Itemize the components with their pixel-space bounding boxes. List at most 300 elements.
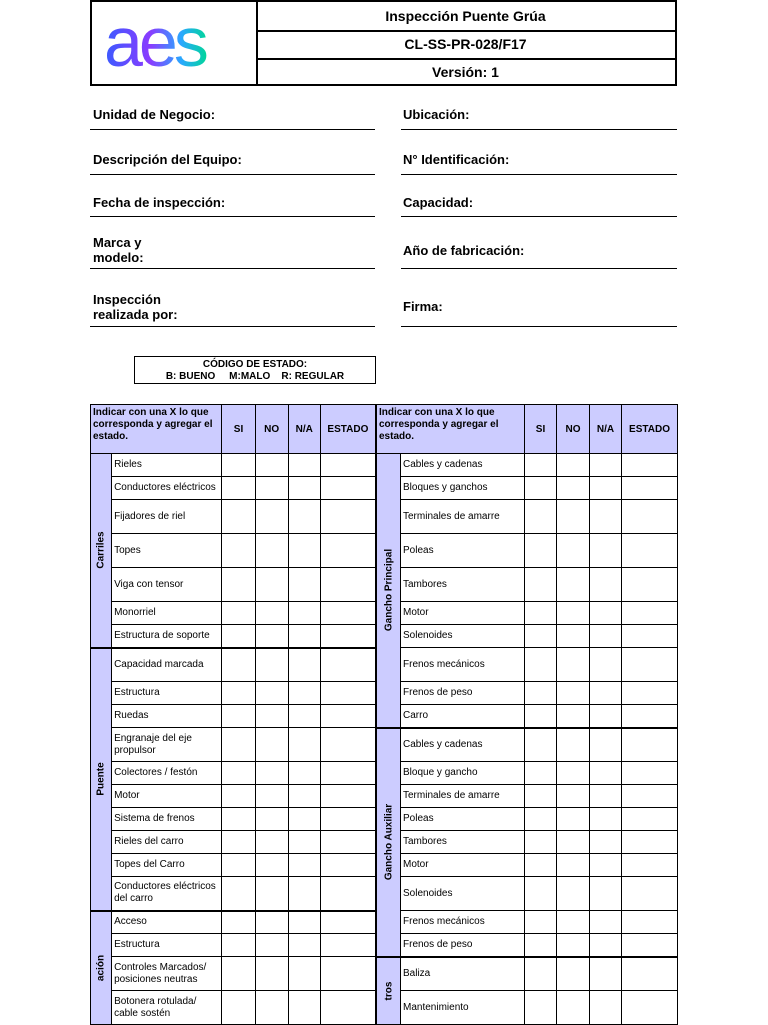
table-row — [377, 534, 678, 568]
estado-cell[interactable] — [622, 705, 678, 728]
na-cell[interactable] — [288, 877, 320, 911]
no-cell[interactable] — [557, 934, 590, 957]
si-cell[interactable] — [222, 477, 255, 500]
na-cell[interactable] — [288, 808, 320, 831]
table-row — [377, 831, 678, 854]
ubicacion-line[interactable] — [401, 129, 677, 130]
na-cell[interactable] — [590, 648, 622, 682]
fecha-line[interactable] — [90, 216, 375, 217]
instr-header: Indicar con una X lo que corresponda y agregar el estado. — [377, 405, 525, 454]
si-cell[interactable] — [222, 831, 255, 854]
si-cell[interactable] — [525, 934, 557, 957]
estado-cell[interactable] — [622, 534, 678, 568]
no-cell[interactable] — [255, 477, 288, 500]
col-na: N/A — [590, 405, 622, 454]
category-cell — [91, 911, 112, 1025]
na-cell[interactable] — [288, 957, 320, 991]
table-row — [91, 477, 376, 500]
no-cell[interactable] — [255, 762, 288, 785]
item-label: Baliza — [401, 957, 525, 991]
na-cell[interactable] — [288, 831, 320, 854]
na-cell[interactable] — [288, 934, 320, 957]
table-row — [377, 705, 678, 728]
item-label: Estructura — [112, 934, 222, 957]
table-row — [91, 762, 376, 785]
na-cell[interactable] — [590, 831, 622, 854]
si-cell[interactable] — [222, 602, 255, 625]
si-cell[interactable] — [525, 568, 557, 602]
ubicacion-label: Ubicación: — [403, 107, 470, 122]
si-cell[interactable] — [525, 625, 557, 648]
si-cell[interactable] — [222, 682, 255, 705]
no-cell[interactable] — [255, 854, 288, 877]
na-cell[interactable] — [590, 705, 622, 728]
no-cell[interactable] — [557, 854, 590, 877]
estado-cell[interactable] — [622, 568, 678, 602]
item-label: Colectores / festón — [112, 762, 222, 785]
no-cell[interactable] — [557, 682, 590, 705]
na-cell[interactable] — [590, 762, 622, 785]
na-cell[interactable] — [590, 854, 622, 877]
si-cell[interactable] — [222, 877, 255, 911]
category-cell — [377, 728, 401, 957]
na-cell[interactable] — [288, 568, 320, 602]
marca-line1: Marca y — [93, 235, 142, 250]
table-row — [377, 602, 678, 625]
item-label: Frenos mecánicos — [401, 911, 525, 934]
item-label: Controles Marcados/ posiciones neutras — [112, 957, 222, 991]
estado-cell[interactable] — [320, 877, 375, 911]
item-label: Topes — [112, 534, 222, 568]
no-cell[interactable] — [255, 648, 288, 682]
si-cell[interactable] — [525, 454, 557, 477]
estado-cell[interactable] — [622, 602, 678, 625]
si-cell[interactable] — [222, 785, 255, 808]
descripcion-line[interactable] — [90, 174, 375, 175]
estado-cell[interactable] — [320, 500, 375, 534]
si-cell[interactable] — [222, 991, 255, 1025]
na-cell[interactable] — [590, 785, 622, 808]
si-cell[interactable] — [222, 454, 255, 477]
item-label: Cables y cadenas — [401, 728, 525, 762]
no-cell[interactable] — [557, 705, 590, 728]
estado-cell[interactable] — [622, 877, 678, 911]
document-header — [90, 0, 677, 86]
si-cell[interactable] — [222, 854, 255, 877]
na-cell[interactable] — [590, 911, 622, 934]
form-title: Inspección Puente Grúa — [256, 2, 675, 32]
marca-line2: modelo: — [93, 250, 144, 265]
item-label: Frenos de peso — [401, 934, 525, 957]
na-cell[interactable] — [590, 957, 622, 991]
marca-line[interactable] — [90, 268, 375, 269]
item-label: Terminales de amarre — [401, 500, 525, 534]
na-cell[interactable] — [288, 477, 320, 500]
category-cell — [91, 648, 112, 911]
codigo-title: CÓDIGO DE ESTADO: — [202, 359, 308, 370]
table-row — [377, 682, 678, 705]
table-row — [377, 728, 678, 762]
unidad-negocio-line[interactable] — [90, 129, 375, 130]
si-cell[interactable] — [525, 534, 557, 568]
category-label: Puente — [95, 762, 107, 796]
na-cell[interactable] — [288, 705, 320, 728]
item-label: Estructura de soporte — [112, 625, 222, 648]
item-label: Fijadores de riel — [112, 500, 222, 534]
na-cell[interactable] — [288, 602, 320, 625]
item-label: Poleas — [401, 808, 525, 831]
table-row — [91, 728, 376, 762]
svg-text:aes: aes — [104, 12, 205, 74]
estado-cell[interactable] — [622, 911, 678, 934]
item-label: Topes del Carro — [112, 854, 222, 877]
codigo-values: B: BUENO M:MALO R: REGULAR — [165, 371, 345, 382]
col-si: SI — [222, 405, 255, 454]
no-cell[interactable] — [557, 625, 590, 648]
estado-cell[interactable] — [320, 831, 375, 854]
no-cell[interactable] — [557, 991, 590, 1025]
item-label: Estructura — [112, 682, 222, 705]
estado-cell[interactable] — [320, 785, 375, 808]
capacidad-line[interactable] — [401, 216, 677, 217]
estado-cell[interactable] — [320, 454, 375, 477]
no-cell[interactable] — [557, 648, 590, 682]
form-version: Versión: 1 — [432, 64, 499, 80]
no-cell[interactable] — [255, 728, 288, 762]
no-cell[interactable] — [255, 831, 288, 854]
table-row — [377, 911, 678, 934]
form-code: CL-SS-PR-028/F17 — [256, 30, 675, 60]
estado-cell[interactable] — [320, 854, 375, 877]
no-cell[interactable] — [255, 957, 288, 991]
item-label: Bloque y gancho — [401, 762, 525, 785]
si-cell[interactable] — [222, 500, 255, 534]
si-cell[interactable] — [525, 854, 557, 877]
table-row — [377, 957, 678, 991]
no-cell[interactable] — [255, 877, 288, 911]
na-cell[interactable] — [288, 728, 320, 762]
table-row — [91, 808, 376, 831]
estado-cell[interactable] — [320, 568, 375, 602]
table-row — [91, 854, 376, 877]
col-si: SI — [525, 405, 557, 454]
table-row — [91, 934, 376, 957]
instr-header: Indicar con una X lo que corresponda y agregar el estado. — [91, 405, 222, 454]
item-label: Engranaje del eje propulsor — [112, 728, 222, 762]
no-cell[interactable] — [557, 785, 590, 808]
inspeccion-label — [93, 292, 178, 322]
table-row — [377, 500, 678, 534]
no-cell[interactable] — [255, 682, 288, 705]
item-label: Motor — [401, 854, 525, 877]
table-row — [377, 477, 678, 500]
no-cell[interactable] — [255, 991, 288, 1025]
no-cell[interactable] — [557, 957, 590, 991]
table-row — [91, 454, 376, 477]
firma-line[interactable] — [401, 326, 677, 327]
si-cell[interactable] — [525, 728, 557, 762]
estado-cell[interactable] — [320, 625, 375, 648]
capacidad-label: Capacidad: — [403, 195, 474, 210]
table-row — [377, 808, 678, 831]
estado-cell[interactable] — [622, 831, 678, 854]
aes-logo — [92, 2, 258, 84]
si-cell[interactable] — [525, 705, 557, 728]
si-cell[interactable] — [525, 808, 557, 831]
estado-cell[interactable] — [622, 762, 678, 785]
item-label: Conductores eléctricos — [112, 477, 222, 500]
estado-cell[interactable] — [622, 728, 678, 762]
no-cell[interactable] — [255, 934, 288, 957]
na-cell[interactable] — [590, 500, 622, 534]
table-row — [91, 648, 376, 682]
estado-cell[interactable] — [622, 454, 678, 477]
no-cell[interactable] — [255, 625, 288, 648]
si-cell[interactable] — [222, 808, 255, 831]
table-row — [377, 934, 678, 957]
col-estado: ESTADO — [622, 405, 678, 454]
table-row — [91, 877, 376, 911]
item-label: Mantenimiento — [401, 991, 525, 1025]
item-label: Tambores — [401, 568, 525, 602]
table-row — [91, 911, 376, 934]
no-cell[interactable] — [557, 728, 590, 762]
na-cell[interactable] — [590, 625, 622, 648]
na-cell[interactable] — [288, 534, 320, 568]
na-cell[interactable] — [288, 500, 320, 534]
category-label: Gancho Auxiliar — [383, 803, 394, 881]
estado-cell[interactable] — [320, 534, 375, 568]
si-cell[interactable] — [525, 831, 557, 854]
si-cell[interactable] — [222, 762, 255, 785]
estado-cell[interactable] — [622, 648, 678, 682]
no-cell[interactable] — [557, 454, 590, 477]
si-cell[interactable] — [525, 500, 557, 534]
estado-cell[interactable] — [622, 808, 678, 831]
no-cell[interactable] — [255, 785, 288, 808]
na-cell[interactable] — [590, 534, 622, 568]
item-label: Botonera rotulada/ cable sostén — [112, 991, 222, 1025]
table-row — [91, 625, 376, 648]
item-label: Carro — [401, 705, 525, 728]
item-label: Motor — [401, 602, 525, 625]
table-row — [91, 682, 376, 705]
estado-cell[interactable] — [320, 648, 375, 682]
category-label: ación — [95, 954, 107, 981]
na-cell[interactable] — [590, 877, 622, 911]
estado-cell[interactable] — [622, 785, 678, 808]
no-cell[interactable] — [255, 500, 288, 534]
si-cell[interactable] — [525, 682, 557, 705]
fecha-label: Fecha de inspección: — [93, 195, 226, 210]
item-label: Cables y cadenas — [401, 454, 525, 477]
no-cell[interactable] — [557, 831, 590, 854]
si-cell[interactable] — [222, 911, 255, 934]
identificacion-line[interactable] — [401, 174, 677, 175]
si-cell[interactable] — [525, 991, 557, 1025]
table-row — [91, 568, 376, 602]
item-label: Conductores eléctricos del carro — [112, 877, 222, 911]
na-cell[interactable] — [590, 477, 622, 500]
table-row — [377, 568, 678, 602]
item-label: Viga con tensor — [112, 568, 222, 602]
si-cell[interactable] — [525, 602, 557, 625]
anio-line[interactable] — [401, 268, 677, 269]
estado-cell[interactable] — [622, 957, 678, 991]
item-label: Solenoides — [401, 625, 525, 648]
anio-label: Año de fabricación: — [403, 243, 525, 258]
estado-cell[interactable] — [622, 934, 678, 957]
no-cell[interactable] — [557, 477, 590, 500]
item-label: Sistema de frenos — [112, 808, 222, 831]
inspeccion-line[interactable] — [90, 326, 375, 327]
estado-cell[interactable] — [320, 477, 375, 500]
estado-cell[interactable] — [622, 625, 678, 648]
item-label: Capacidad marcada — [112, 648, 222, 682]
col-no: NO — [557, 405, 590, 454]
category-cell — [91, 454, 112, 648]
si-cell[interactable] — [222, 728, 255, 762]
insp-line2: realizada por: — [93, 307, 178, 322]
na-cell[interactable] — [590, 602, 622, 625]
na-cell[interactable] — [590, 682, 622, 705]
item-label: Acceso — [112, 911, 222, 934]
category-label: tros — [383, 981, 394, 1001]
na-cell[interactable] — [590, 934, 622, 957]
item-label: Bloques y ganchos — [401, 477, 525, 500]
estado-cell[interactable] — [622, 854, 678, 877]
si-cell[interactable] — [525, 877, 557, 911]
estado-cell[interactable] — [320, 682, 375, 705]
marca-modelo-label — [93, 235, 144, 265]
identificacion-label: N° Identificación: — [403, 152, 510, 167]
estado-cell[interactable] — [622, 682, 678, 705]
no-cell[interactable] — [557, 568, 590, 602]
table-row — [377, 877, 678, 911]
na-cell[interactable] — [288, 991, 320, 1025]
table-row — [377, 785, 678, 808]
item-label: Tambores — [401, 831, 525, 854]
estado-cell[interactable] — [320, 762, 375, 785]
estado-cell[interactable] — [320, 934, 375, 957]
category-label: Carriles — [95, 531, 107, 569]
checklist-table-right — [376, 404, 678, 1025]
col-estado: ESTADO — [320, 405, 375, 454]
no-cell[interactable] — [557, 911, 590, 934]
na-cell[interactable] — [288, 911, 320, 934]
no-cell[interactable] — [557, 877, 590, 911]
no-cell[interactable] — [255, 911, 288, 934]
item-label: Frenos de peso — [401, 682, 525, 705]
estado-cell[interactable] — [320, 991, 375, 1025]
no-cell[interactable] — [255, 534, 288, 568]
si-cell[interactable] — [222, 568, 255, 602]
na-cell[interactable] — [288, 648, 320, 682]
na-cell[interactable] — [288, 625, 320, 648]
no-cell[interactable] — [255, 568, 288, 602]
table-row — [91, 991, 376, 1025]
firma-label: Firma: — [403, 299, 443, 314]
estado-cell[interactable] — [320, 728, 375, 762]
item-label: Ruedas — [112, 705, 222, 728]
si-cell[interactable] — [525, 957, 557, 991]
si-cell[interactable] — [525, 477, 557, 500]
si-cell[interactable] — [525, 648, 557, 682]
item-label: Rieles — [112, 454, 222, 477]
na-cell[interactable] — [288, 682, 320, 705]
na-cell[interactable] — [288, 762, 320, 785]
table-row — [91, 500, 376, 534]
si-cell[interactable] — [525, 911, 557, 934]
na-cell[interactable] — [590, 568, 622, 602]
insp-line1: Inspección — [93, 292, 161, 307]
na-cell[interactable] — [288, 785, 320, 808]
na-cell[interactable] — [288, 454, 320, 477]
table-row — [377, 648, 678, 682]
no-cell[interactable] — [255, 454, 288, 477]
si-cell[interactable] — [222, 705, 255, 728]
item-label: Solenoides — [401, 877, 525, 911]
si-cell[interactable] — [222, 934, 255, 957]
no-cell[interactable] — [255, 602, 288, 625]
table-row — [377, 854, 678, 877]
estado-cell[interactable] — [320, 957, 375, 991]
estado-cell[interactable] — [320, 808, 375, 831]
si-cell[interactable] — [525, 785, 557, 808]
no-cell[interactable] — [255, 705, 288, 728]
estado-cell[interactable] — [320, 602, 375, 625]
estado-cell[interactable] — [320, 705, 375, 728]
item-label: Terminales de amarre — [401, 785, 525, 808]
table-row — [91, 831, 376, 854]
si-cell[interactable] — [222, 957, 255, 991]
no-cell[interactable] — [255, 808, 288, 831]
table-row — [377, 454, 678, 477]
estado-cell[interactable] — [320, 911, 375, 934]
category-cell — [377, 957, 401, 1025]
no-cell[interactable] — [557, 808, 590, 831]
estado-cell[interactable] — [622, 500, 678, 534]
table-row — [91, 785, 376, 808]
codigo-estado-box — [134, 356, 376, 384]
checklist-table-left — [90, 404, 376, 1025]
item-label: Monorriel — [112, 602, 222, 625]
na-cell[interactable] — [590, 991, 622, 1025]
category-cell — [377, 454, 401, 728]
unidad-negocio-label: Unidad de Negocio: — [93, 107, 216, 122]
si-cell[interactable] — [222, 648, 255, 682]
si-cell[interactable] — [222, 534, 255, 568]
no-cell[interactable] — [557, 602, 590, 625]
no-cell[interactable] — [557, 762, 590, 785]
si-cell[interactable] — [525, 762, 557, 785]
no-cell[interactable] — [557, 500, 590, 534]
estado-cell[interactable] — [622, 477, 678, 500]
item-label: Frenos mecánicos — [401, 648, 525, 682]
si-cell[interactable] — [222, 625, 255, 648]
item-label: Rieles del carro — [112, 831, 222, 854]
category-label: Gancho Principal — [383, 549, 394, 632]
estado-cell[interactable] — [622, 991, 678, 1025]
descripcion-label: Descripción del Equipo: — [93, 152, 242, 167]
na-cell[interactable] — [590, 454, 622, 477]
table-row — [377, 991, 678, 1025]
table-row — [91, 957, 376, 991]
na-cell[interactable] — [590, 728, 622, 762]
no-cell[interactable] — [557, 534, 590, 568]
na-cell[interactable] — [590, 808, 622, 831]
na-cell[interactable] — [288, 854, 320, 877]
